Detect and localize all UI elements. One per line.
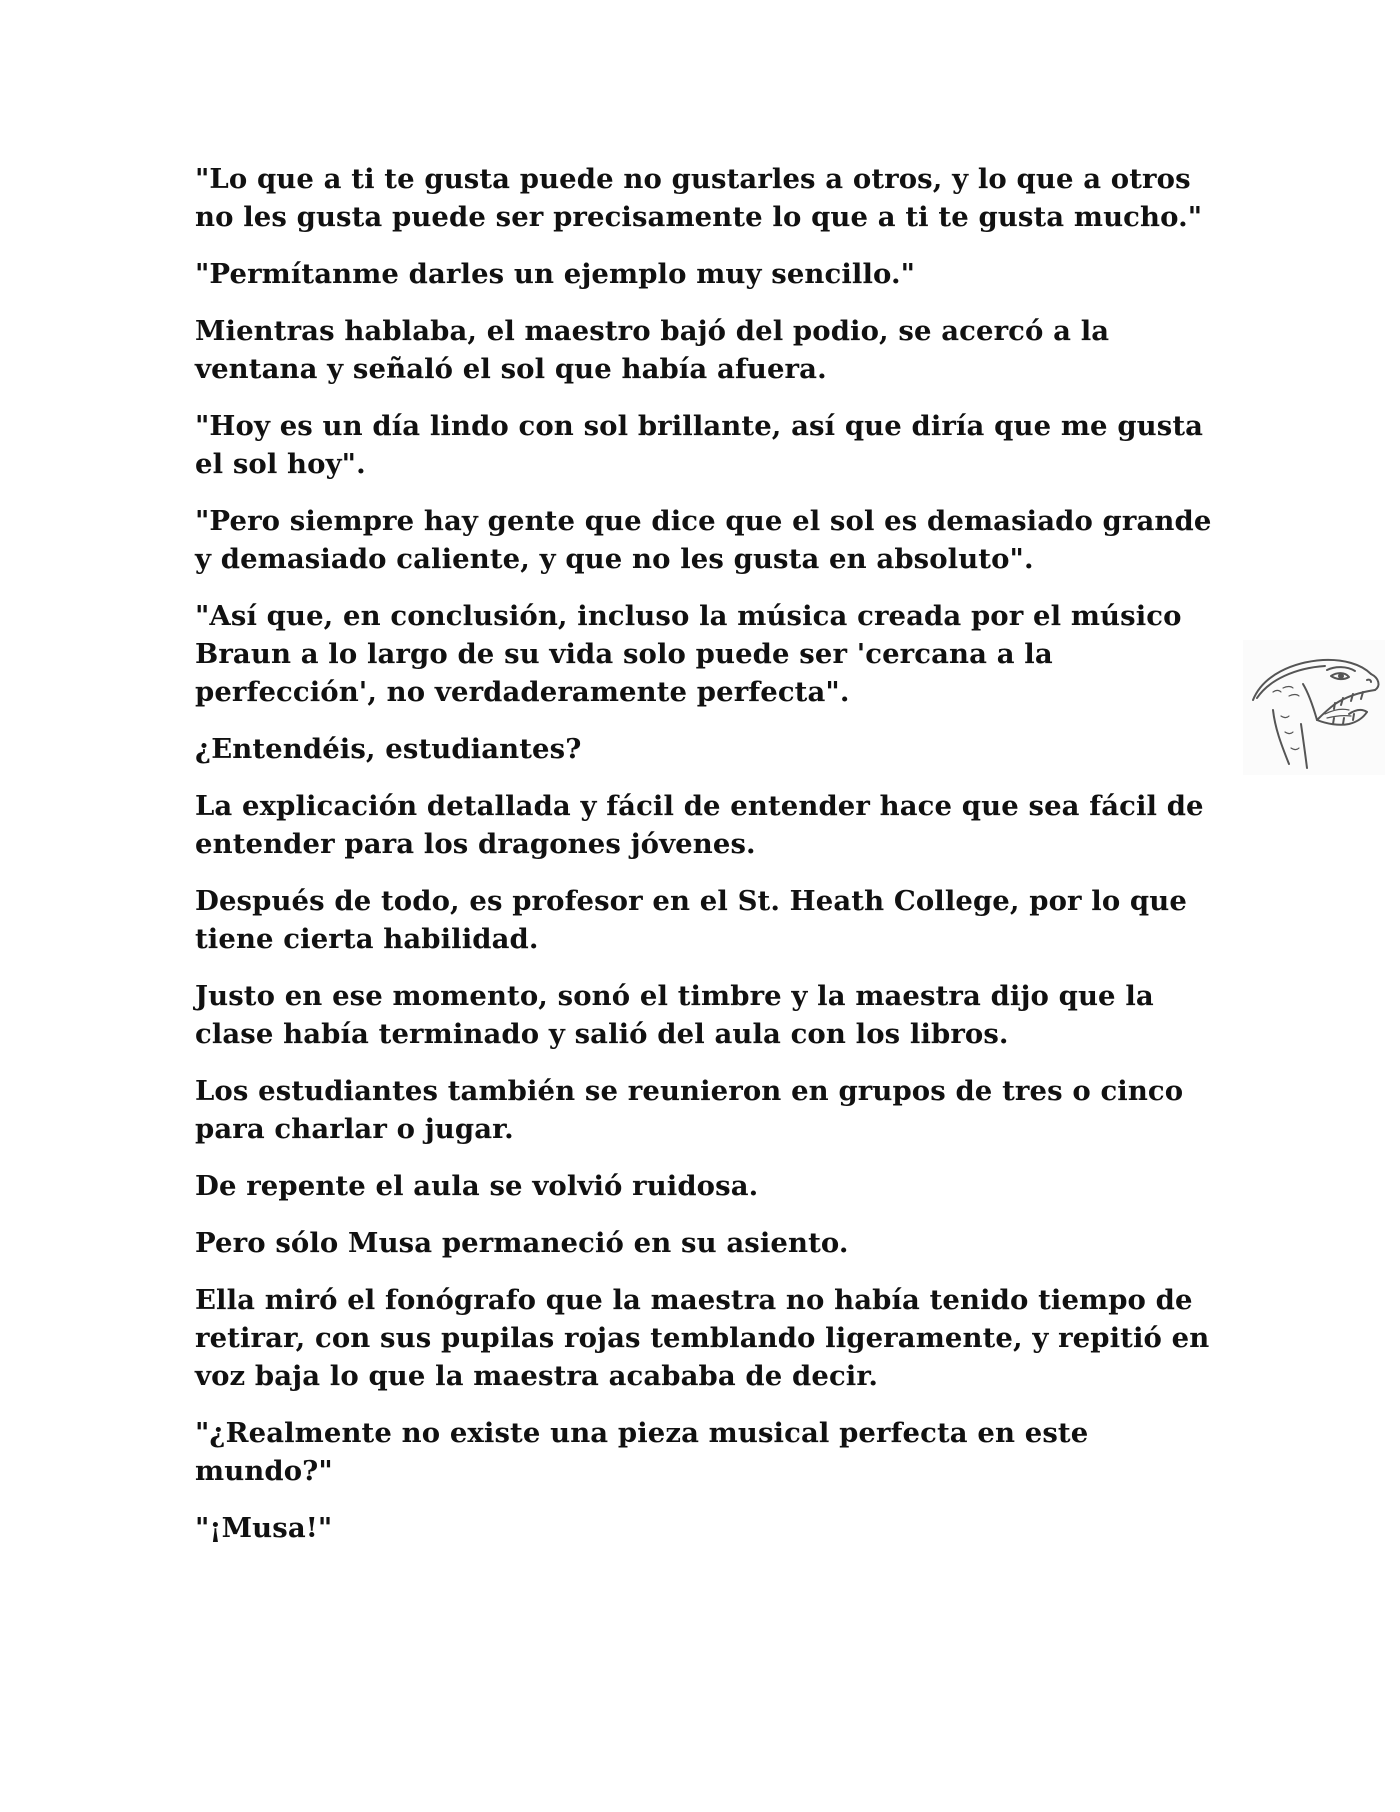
paragraph-16: "¡Musa!" (195, 1512, 333, 1544)
paragraph-4: "Hoy es un día lindo con sol brillante, así que diría que me gusta el sol hoy". (195, 410, 1204, 480)
paragraph-13: Pero sólo Musa permaneció en su asiento. (195, 1227, 849, 1259)
paragraph-8: La explicación detallada y fácil de entender hace que sea fácil de entender para los dragones jóvenes. (195, 790, 1204, 860)
paragraph-12: De repente el aula se volvió ruidosa. (195, 1170, 759, 1202)
paragraph-2: "Permítanme darles un ejemplo muy sencillo." (195, 258, 916, 290)
paragraph-1: "Lo que a ti te gusta puede no gustarles a otros, y lo que a otros no les gusta puede ser precisamente lo que a ti te gusta mucho." (195, 163, 1203, 233)
paragraph-3: Mientras hablaba, el maestro bajó del podio, se acercó a la ventana y señaló el sol que había afuera. (195, 315, 1110, 385)
paragraph-15: "¿Realmente no existe una pieza musical perfecta en este mundo?" (195, 1417, 1089, 1487)
paragraph-6: "Así que, en conclusión, incluso la música creada por el músico Braun a lo largo de su vida solo puede ser 'cercana a la perfección', no verdaderamente perfecta". (195, 600, 1182, 708)
paragraph-7: ¿Entendéis, estudiantes? (195, 733, 582, 765)
paragraph-5: "Pero siempre hay gente que dice que el sol es demasiado grande y demasiado caliente, y que no les gusta en absoluto". (195, 505, 1212, 575)
story-text (195, 160, 1215, 1566)
paragraph-10: Justo en ese momento, sonó el timbre y la maestra dijo que la clase había terminado y salió del aula con los libros. (195, 980, 1154, 1050)
paragraph-11: Los estudiantes también se reunieron en grupos de tres o cinco para charlar o jugar. (195, 1075, 1184, 1145)
paragraph-9: Después de todo, es profesor en el St. Heath College, por lo que tiene cierta habilidad. (195, 885, 1187, 955)
paragraph-14: Ella miró el fonógrafo que la maestra no había tenido tiempo de retirar, con sus pupilas rojas temblando ligeramente, y repitió en voz baja lo que la maestra acababa de decir. (195, 1284, 1210, 1392)
dragon-head-sketch-icon (1243, 640, 1385, 775)
